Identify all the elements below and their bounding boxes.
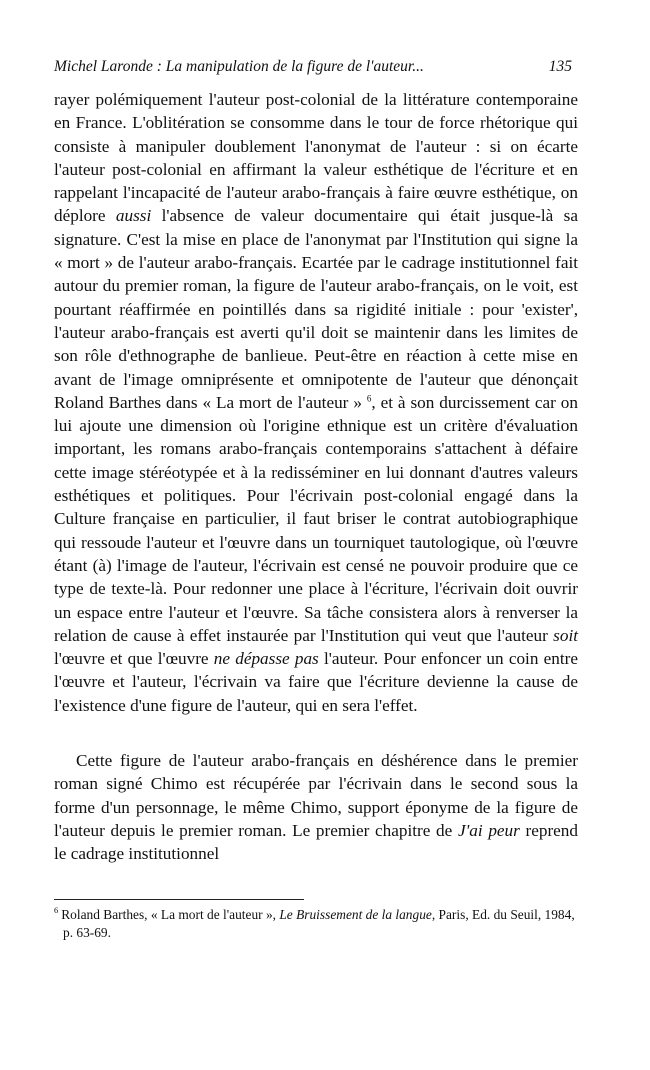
page-number: 135: [548, 58, 572, 75]
emphasis-soit: soit: [553, 625, 578, 645]
text-run: Cette figure de l'auteur arabo-français en déshérence dans le premier roman signé Chimo est récupérée par l'écrivain dans le second sous la forme d'un personnage, le même Chimo, support éponyme de la figure de l'auteur depuis le premier roman. Le premier chapitre de: [54, 751, 578, 840]
footnote-mark: 6: [54, 905, 59, 916]
text-run: rayer polémiquement l'auteur post-colonial de la littérature contemporaine en France. L'oblitération se consomme dans le tour de force rhétorique qui consiste à manipuler doublement l'anonymat de l'auteur : si on écarte l'auteur post-colonial en affirmant la valeur esthétique de l'écriture et en rappelant l'incapacité de l'auteur arabo-français à faire œuvre esthétique, on déplore: [54, 90, 578, 226]
text-run: , et à son durcissement car on lui ajoute une dimension où l'origine ethnique est un critère d'évaluation important, les romans arabo-français contemporains s'attachent à défaire cette image stéréotypée et à la redisséminer en lui donnant d'autres valeurs esthétiques et politiques. Pour l'écrivain post-colonial engagé dans la Culture française en particulier, il faut briser le contrat autobiographique qui ressoude l'auteur et l'œuvre dans un tourniquet tautologique, où l'œuvre étant (à) l'image de l'auteur, l'écrivain est censé ne pouvoir produire que ce type de texte-là. Pour redonner une place à l'écriture, l'écrivain doit ouvrir un espace entre l'auteur et l'œuvre. Sa tâche consistera alors à renverser la relation de cause à effet instaurée par l'Institution qui veut que l'auteur: [54, 392, 578, 645]
footnote-6: [54, 906, 578, 942]
body-paragraph-2: [54, 749, 578, 865]
text-run: l'œuvre et que l'œuvre: [54, 649, 214, 669]
running-header: [54, 58, 578, 88]
book-title-bruissement: Le Bruissement de la langue: [279, 906, 432, 922]
text-run: l'auteur. Pour enfoncer un coin entre l'œuvre et l'auteur, l'écrivain va faire que l'écriture devienne la cause de l'existence d'une figure de l'auteur, qui en sera l'effet.: [54, 649, 578, 715]
emphasis-ne-depasse-pas: ne dépasse pas: [213, 649, 319, 669]
text-run: l'absence de valeur documentaire qui était jusque-là sa signature. C'est la mise en place de l'anonymat par l'Institution qui signe la « mort » de l'auteur arabo-français. Ecartée par le cadrage institutionnel fait autour du premier roman, la figure de l'auteur arabo-français, on le voit, est pourtant réaffirmée en pointillés dans sa rigidité initiale : pour 'exister', l'auteur arabo-français est averti qu'il doit se maintenir dans les limites de son rôle d'ethnographe de banlieue. Peut-être en réaction à cette mise en avant de l'image omniprésente et omnipotente de l'auteur que dénonçait Roland Barthes dans « La mort de l'auteur »: [54, 206, 578, 412]
book-title-jai-peur: J'ai peur: [457, 820, 520, 840]
text-run: , Paris, Ed. du Seuil, 1984, p. 63-69.: [63, 906, 575, 940]
footnote-reference[interactable]: 6: [366, 393, 372, 404]
body-paragraph-1: [54, 88, 578, 717]
running-title: Michel Laronde : La manipulation de la figure de l'auteur...: [54, 58, 424, 75]
text-run: Roland Barthes, « La mort de l'auteur »,: [61, 906, 280, 922]
text-run: reprend le cadrage institutionnel: [54, 820, 578, 864]
emphasis-aussi: aussi: [115, 206, 152, 226]
footnote-separator: [54, 899, 304, 900]
document-page: [54, 58, 578, 942]
